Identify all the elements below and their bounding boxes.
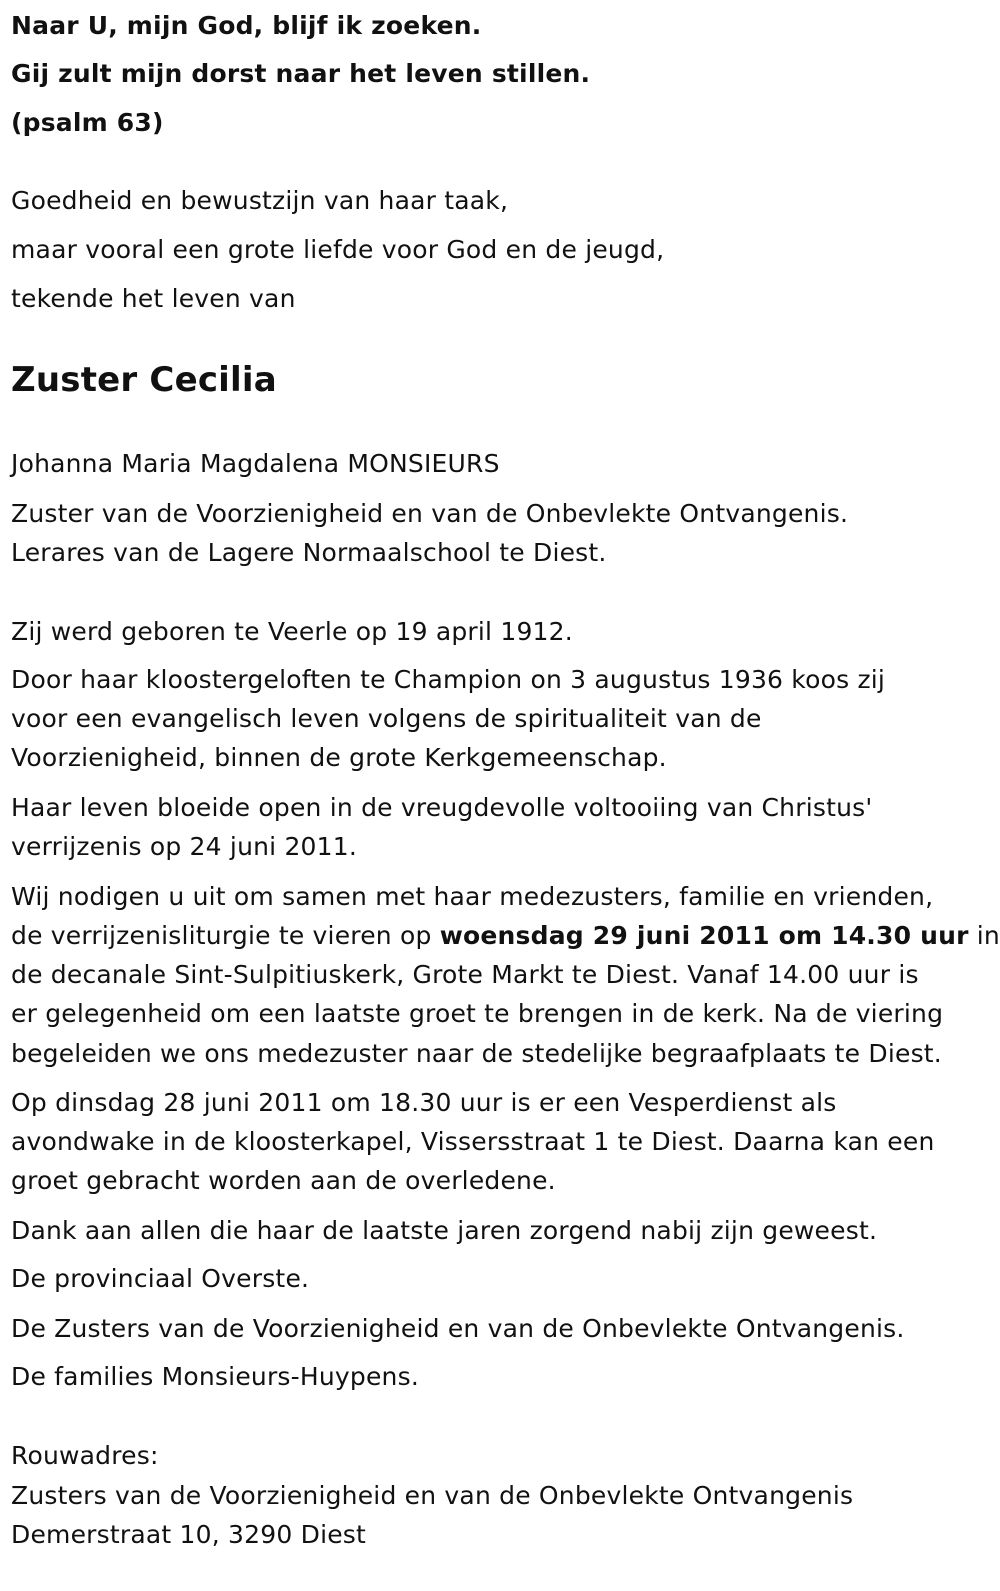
address-label: Rouwadres:: [11, 1441, 159, 1470]
address-line-1: Zusters van de Voorzienigheid en van de Onbevlekte Ontvangenis: [11, 1481, 854, 1510]
bio-vows-line-3: Voorzienigheid, binnen de grote Kerkgemeenschap.: [11, 743, 667, 772]
liturgy-line-1: Wij nodigen u uit om samen met haar medezusters, familie en vrienden,: [11, 882, 934, 911]
bio-death-line-2: verrijzenis op 24 juni 2011.: [11, 832, 358, 861]
bio-death-line-1: Haar leven bloeide open in de vreugdevolle voltooiing van Christus': [11, 793, 873, 822]
verse-line-1: Naar U, mijn God, blijf ik zoeken.: [11, 11, 482, 40]
vigil-line-3: groet gebracht worden aan de overledene.: [11, 1166, 556, 1195]
vigil-line-2: avondwake in de kloosterkapel, Vissersstraat 1 te Diest. Daarna kan een: [11, 1127, 935, 1156]
verse-source: (psalm 63): [11, 108, 164, 137]
signatory-families: De families Monsieurs-Huypens.: [11, 1362, 419, 1391]
intro-line-1: Goedheid en bewustzijn van haar taak,: [11, 186, 509, 215]
vigil-line-1: Op dinsdag 28 juni 2011 om 18.30 uur is er een Vesperdienst als: [11, 1088, 837, 1117]
deceased-role-line-1: Zuster van de Voorzienigheid en van de Onbevlekte Ontvangenis.: [11, 499, 849, 528]
liturgy-line-5: begeleiden we ons medezuster naar de stedelijke begraafplaats te Diest.: [11, 1039, 942, 1068]
liturgy-line-2-end: in: [968, 921, 1000, 950]
bio-vows-line-1: Door haar kloostergeloften te Champion on 3 augustus 1936 koos zij: [11, 665, 886, 694]
intro-line-3: tekende het leven van: [11, 284, 296, 313]
liturgy-date-time: woensdag 29 juni 2011 om 14.30 uur: [439, 921, 969, 950]
liturgy-line-4: er gelegenheid om een laatste groet te brengen in de kerk. Na de viering: [11, 999, 944, 1028]
deceased-role-line-2: Lerares van de Lagere Normaalschool te Diest.: [11, 538, 607, 567]
address-line-2: Demerstraat 10, 3290 Diest: [11, 1520, 367, 1549]
verse-line-2: Gij zult mijn dorst naar het leven stillen.: [11, 59, 591, 88]
deceased-full-name: Johanna Maria Magdalena MONSIEURS: [11, 449, 500, 478]
bio-vows-line-2: voor een evangelisch leven volgens de spiritualiteit van de: [11, 704, 762, 733]
signatory-sisters: De Zusters van de Voorzienigheid en van de Onbevlekte Ontvangenis.: [11, 1314, 905, 1343]
bio-born: Zij werd geboren te Veerle op 19 april 1912.: [11, 617, 573, 646]
liturgy-line-3: de decanale Sint-Sulpitiuskerk, Grote Markt te Diest. Vanaf 14.00 uur is: [11, 960, 919, 989]
liturgy-line-2: [11, 921, 1000, 951]
deceased-title: Zuster Cecilia: [11, 360, 277, 400]
thanks-line: Dank aan allen die haar de laatste jaren zorgend nabij zijn geweest.: [11, 1216, 878, 1245]
intro-line-2: maar vooral een grote liefde voor God en de jeugd,: [11, 235, 665, 264]
liturgy-line-2-start: de verrijzenisliturgie te vieren op: [11, 921, 440, 950]
signatory-provincial: De provinciaal Overste.: [11, 1264, 310, 1293]
